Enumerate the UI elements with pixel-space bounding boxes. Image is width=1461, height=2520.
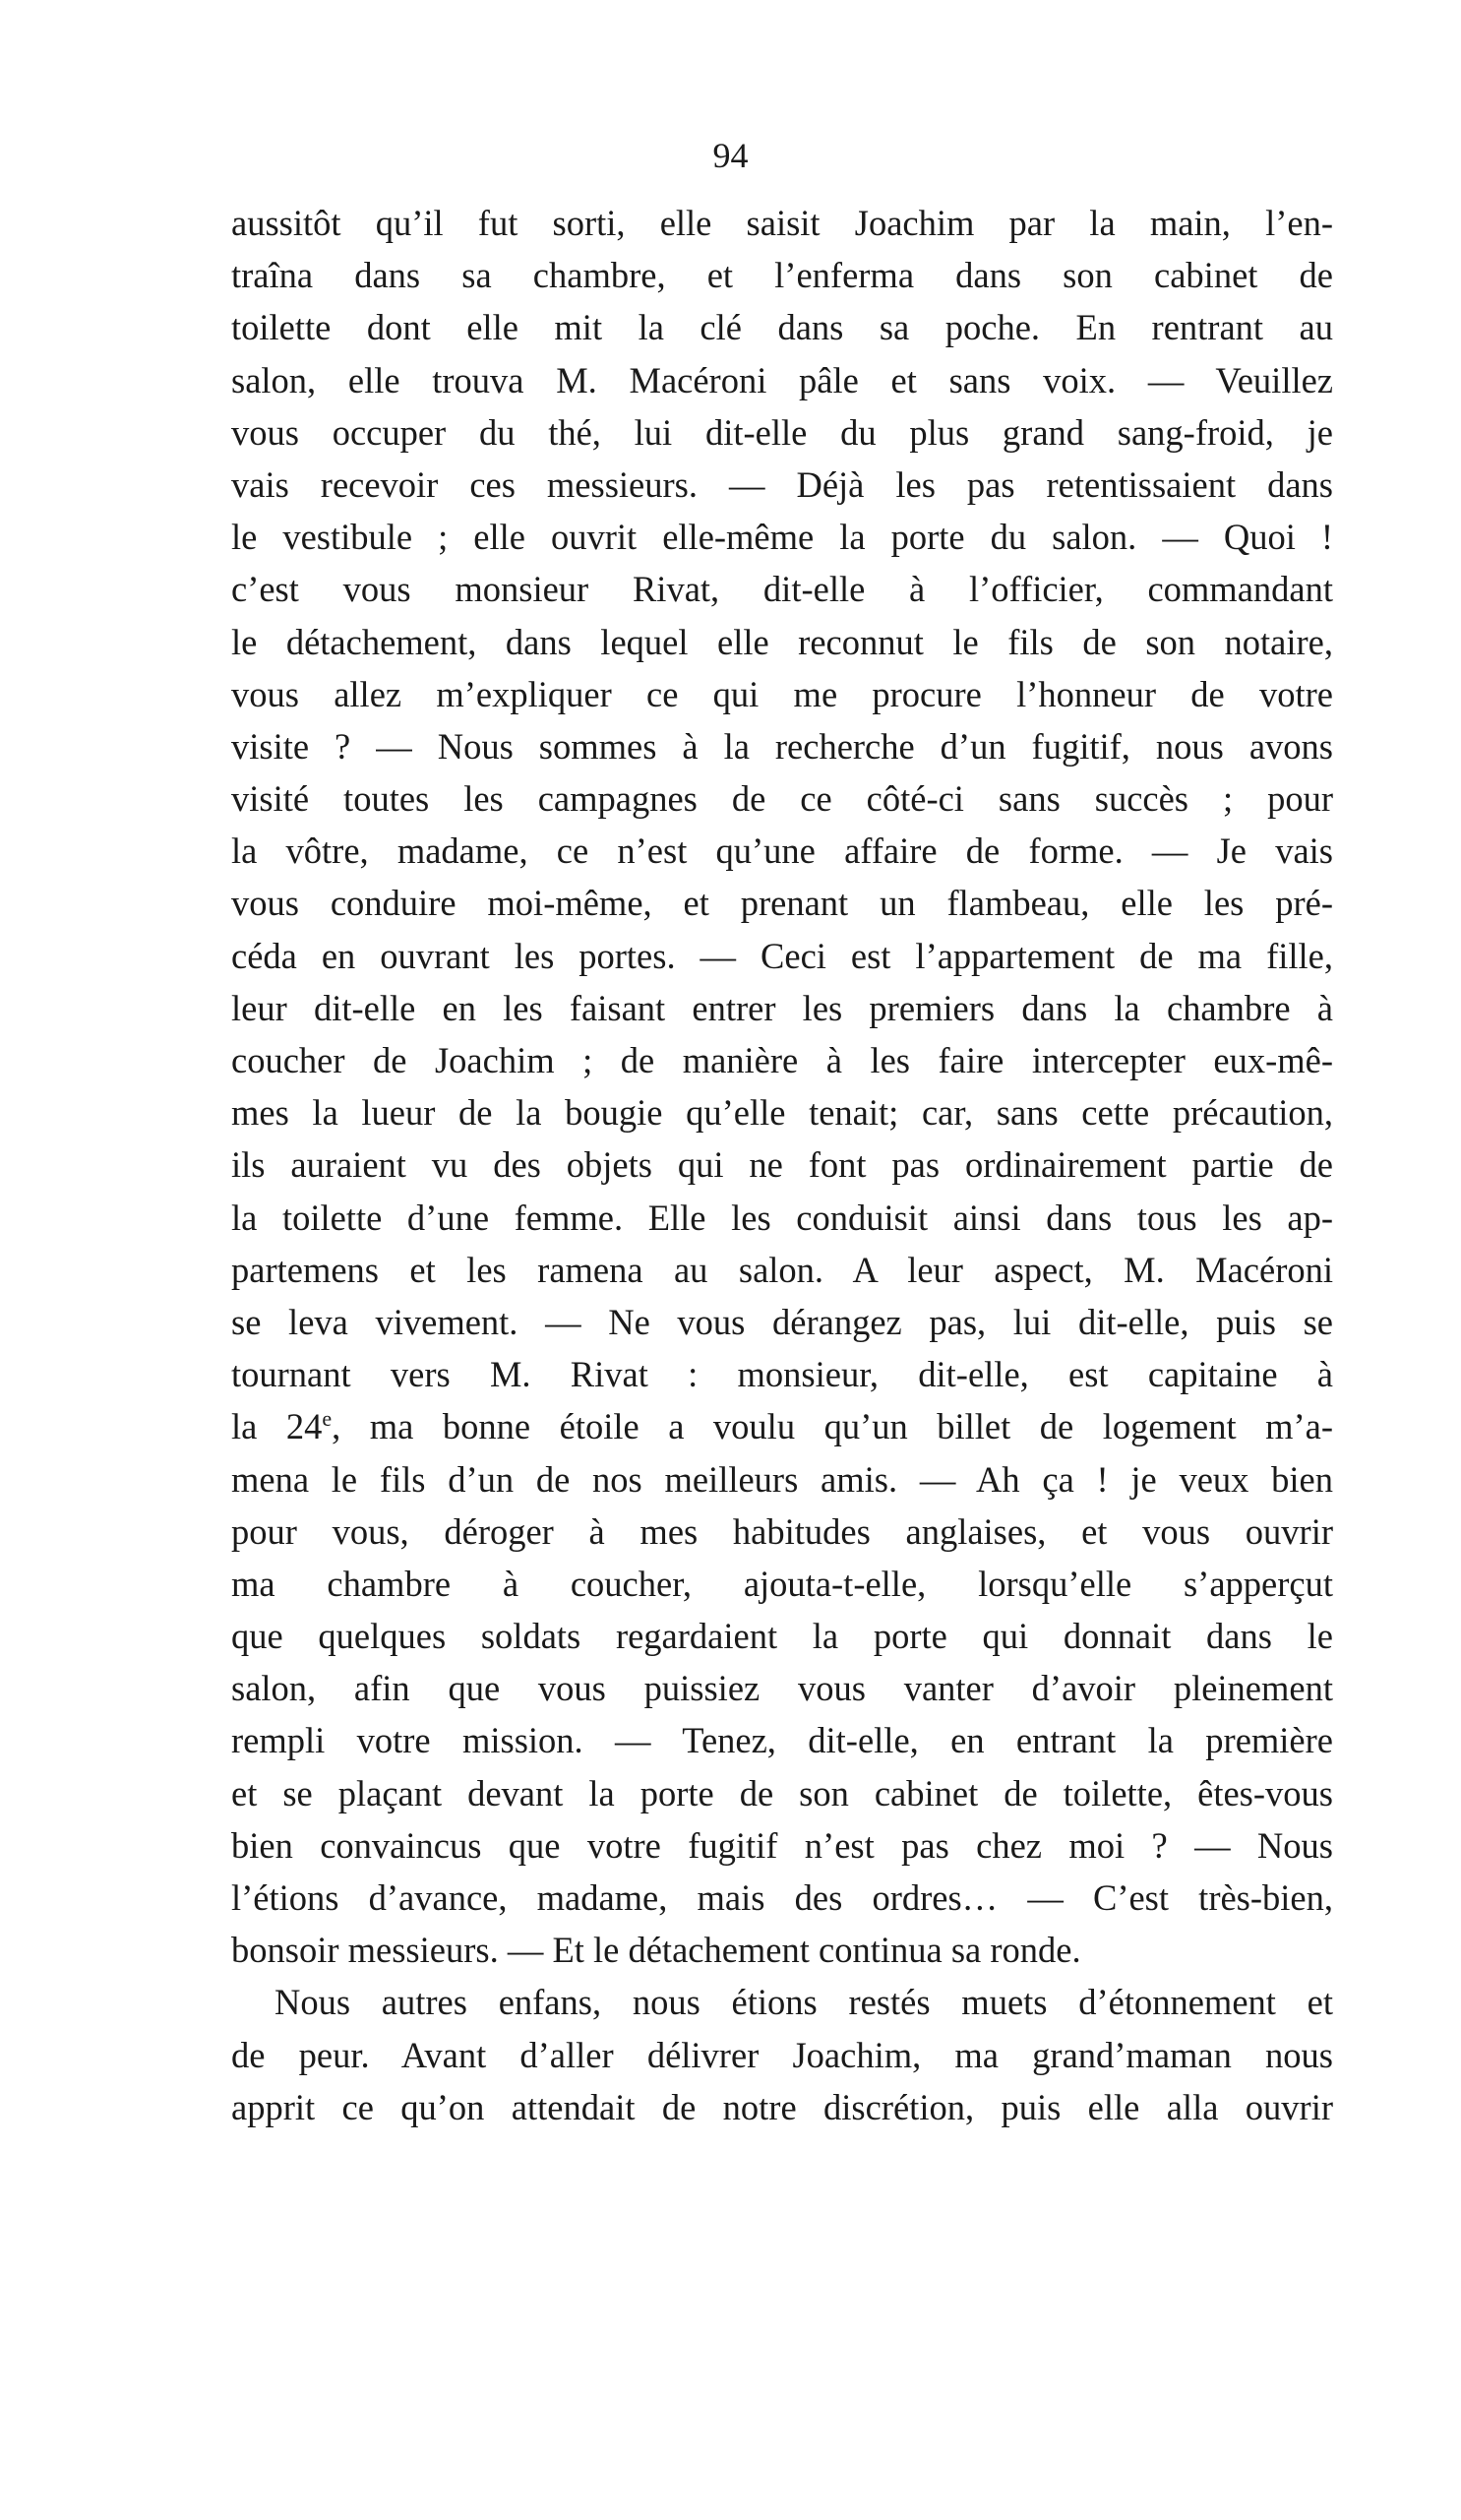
text-line: c’est vous monsieur Rivat, dit-elle à l’officier, commandant bbox=[231, 569, 1333, 610]
ordinal-superscript: e bbox=[322, 1406, 333, 1432]
text-line: que quelques soldats regardaient la porte qui donnait dans le bbox=[231, 1616, 1333, 1657]
text-line: bonsoir messieurs. — Et le détachement continua sa ronde. bbox=[231, 1930, 1081, 1971]
text-line: ils auraient vu des objets qui ne font pas ordinairement partie de bbox=[231, 1144, 1333, 1186]
text-line: apprit ce qu’on attendait de notre discrétion, puis elle alla ouvrir bbox=[231, 2086, 1333, 2127]
text-line: vous conduire moi-même, et prenant un flambeau, elle les pré- bbox=[231, 883, 1333, 924]
text-line: tournant vers M. Rivat : monsieur, dit-elle, est capitaine à bbox=[231, 1354, 1333, 1395]
text-line: le détachement, dans lequel elle reconnut le fils de son notaire, bbox=[231, 621, 1333, 662]
text-line: salon, afin que vous puissiez vous vanter d’avoir pleinement bbox=[231, 1668, 1333, 1709]
text-line: se leva vivement. — Ne vous dérangez pas, lui dit-elle, puis se bbox=[231, 1301, 1333, 1342]
text-line: visite ? — Nous sommes à la recherche d’un fugitif, nous avons bbox=[231, 725, 1333, 767]
text-line: pour vous, déroger à mes habitudes anglaises, et vous ouvrir bbox=[231, 1510, 1333, 1552]
text-line: la toilette d’une femme. Elle les conduisit ainsi dans tous les ap- bbox=[231, 1197, 1333, 1238]
text-line: mes la lueur de la bougie qu’elle tenait; car, sans cette précaution, bbox=[231, 1092, 1333, 1134]
text-line: toilette dont elle mit la clé dans sa poche. En rentrant au bbox=[231, 307, 1333, 348]
text-run: , ma bonne étoile a voulu qu’un billet de logement m’a- bbox=[332, 1406, 1334, 1447]
text-line: traîna dans sa chambre, et l’enferma dans son cabinet de bbox=[231, 255, 1333, 296]
text-line: céda en ouvrant les portes. — Ceci est l’appartement de ma fille, bbox=[231, 935, 1333, 976]
text-line: rempli votre mission. — Tenez, dit-elle, en entrant la première bbox=[231, 1720, 1333, 1761]
text-run: la 24 bbox=[231, 1406, 323, 1447]
page-number: 94 bbox=[712, 136, 749, 175]
text-line: et se plaçant devant la porte de son cabinet de toilette, êtes-vous bbox=[231, 1772, 1333, 1813]
text-line: partemens et les ramena au salon. A leur aspect, M. Macéroni bbox=[231, 1249, 1333, 1290]
text-line: leur dit-elle en les faisant entrer les premiers dans la chambre à bbox=[231, 987, 1333, 1028]
text-line: visité toutes les campagnes de ce côté-ci sans succès ; pour bbox=[231, 778, 1333, 820]
text-line: mena le fils d’un de nos meilleurs amis. — Ah ça ! je veux bien bbox=[231, 1458, 1333, 1500]
body-text bbox=[231, 197, 1333, 2133]
text-line bbox=[231, 1400, 1333, 1452]
text-line: de peur. Avant d’aller délivrer Joachim, ma grand’maman nous bbox=[231, 2034, 1333, 2075]
text-line: la vôtre, madame, ce n’est qu’une affaire de forme. — Je vais bbox=[231, 830, 1333, 872]
text-line: le vestibule ; elle ouvrit elle-même la porte du salon. — Quoi ! bbox=[231, 517, 1333, 558]
text-line: aussitôt qu’il fut sorti, elle saisit Joachim par la main, l’en- bbox=[231, 203, 1333, 243]
text-line: ma chambre à coucher, ajouta-t-elle, lorsqu’elle s’apperçut bbox=[231, 1563, 1333, 1604]
paragraph-1 bbox=[231, 197, 1333, 1976]
text-line: vous allez m’expliquer ce qui me procure l’honneur de votre bbox=[231, 673, 1333, 714]
text-line: vais recevoir ces messieurs. — Déjà les pas retentissaient dans bbox=[231, 463, 1333, 505]
text-line: bien convaincus que votre fugitif n’est pas chez moi ? — Nous bbox=[231, 1824, 1333, 1866]
text-line: l’étions d’avance, madame, mais des ordres… — C’est très-bien, bbox=[231, 1877, 1333, 1918]
text-line: coucher de Joachim ; de manière à les faire intercepter eux-mê- bbox=[231, 1040, 1333, 1080]
text-line: salon, elle trouva M. Macéroni pâle et sans voix. — Veuillez bbox=[231, 359, 1333, 400]
text-line: vous occuper du thé, lui dit-elle du plus grand sang-froid, je bbox=[231, 411, 1333, 453]
paragraph-2 bbox=[231, 1976, 1333, 2133]
text-line: Nous autres enfans, nous étions restés muets d’étonnement et bbox=[274, 1982, 1333, 2023]
